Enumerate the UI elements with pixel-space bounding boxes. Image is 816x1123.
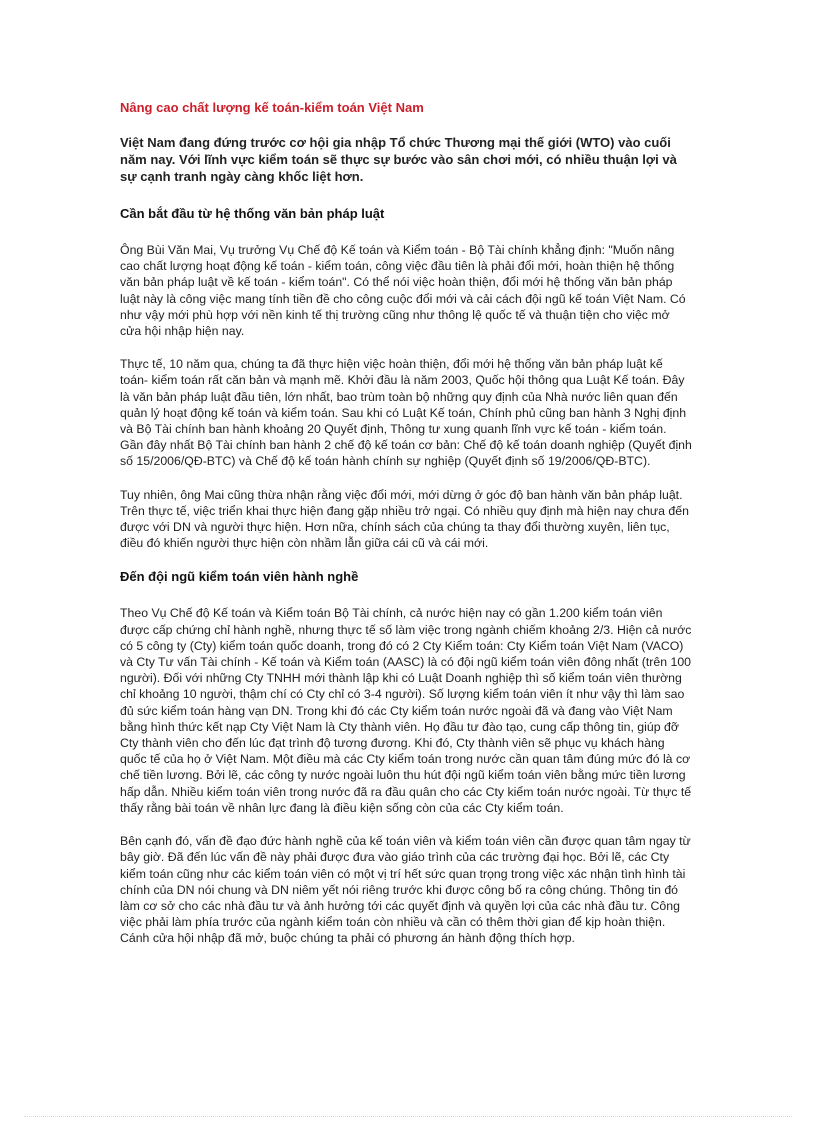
page-bottom-divider xyxy=(24,1116,792,1117)
paragraph: Ông Bùi Văn Mai, Vụ trưởng Vụ Chế độ Kế toán và Kiểm toán - Bộ Tài chính khẳng định: "Muốn nâng cao chất lượng hoạt động kế toán - kiểm toán, công việc đầu tiên là phải đổi mới, hoàn thiện hệ thống văn bản pháp luật về kế toán - kiểm toán". Có thể nói việc hoàn thiện, đổi mới hệ thống văn bản pháp luật này là công việc mang tính tiền đề cho công cuộc đổi mới và cải cách đội ngũ kế toán Việt Nam. Có như vậy mới phù hợp với nền kinh tế thị trường cũng như thông lệ quốc tế và thuận tiện cho việc mở cửa hội nhập hiện nay. xyxy=(120,243,686,339)
paragraph: Tuy nhiên, ông Mai cũng thừa nhận rằng việc đổi mới, mới dừng ở góc độ ban hành văn bản pháp luật. Trên thực tế, việc triển khai thực hiện đang gặp nhiều trở ngại. Có nhiều quy định mà hiện nay chưa đến được với DN và người thực hiện. Hơn nữa, chính sách của chúng ta thay đổi thường xuyên, liên tục, điều đó khiến người thực hiện còn nhầm lẫn giữa cái cũ và cái mới. xyxy=(120,487,689,551)
paragraph: Thực tế, 10 năm qua, chúng ta đã thực hiện việc hoàn thiện, đổi mới hệ thống văn bản pháp luật kế toán- kiểm toán rất căn bản và mạnh mẽ. Khởi đầu là năm 2003, Quốc hội thông qua Luật Kế toán. Đây là văn bản pháp luật đầu tiên, lớn nhất, bao trùm toàn bộ những quy định của Nhà nước liên quan đến quản lý hoạt động kế toán và kiểm toán. Sau khi có Luật Kế toán, Chính phủ cũng ban hành 3 Nghị định và Bộ Tài chính ban hành khoảng 20 Quyết định, Thông tư xung quanh lĩnh vực kế toán - kiểm toán. Gần đây nhất Bộ Tài chính ban hành 2 chế độ kế toán cơ bản: Chế độ kế toán doanh nghiệp (Quyết định số 15/2006/QĐ-BTC) và Chế độ kế toán hành chính sự nghiệp (Quyết định số 19/2006/QĐ-BTC). xyxy=(120,357,692,469)
paragraph: Theo Vụ Chế độ Kế toán và Kiểm toán Bộ Tài chính, cả nước hiện nay có gần 1.200 kiểm toán viên được cấp chứng chỉ hành nghề, nhưng thực tế số làm việc trong ngành chiếm khoảng 2/3. Hiện cả nước có 5 công ty (Cty) kiểm toán quốc doanh, trong đó có 2 Cty Kiểm toán: Cty Kiểm toán Việt Nam (VACO) và Cty Tư vấn Tài chính - Kế toán và Kiểm toán (AASC) là có đội ngũ kiểm toán viên đông nhất (trên 100 người). Đối với những Cty TNHH mới thành lập khi có Luật Doanh nghiệp thì số kiểm toán viên thường chỉ khoảng 10 người, thậm chí có Cty chỉ có 3-4 người). Số lượng kiểm toán viên ít như vậy thì làm sao đủ sức kiểm toán hàng vạn DN. Trong khi đó các Cty kiểm toán nước ngoài đã và đang vào Việt Nam bằng hình thức kết nạp Cty Việt Nam là Cty thành viên. Họ đầu tư đào tạo, cung cấp thông tin, giúp đỡ Cty thành viên cho đến lúc đạt trình độ tương đương. Khi đó, Cty thành viên sẽ phục vụ khách hàng quốc tế của họ ở Việt Nam. Một điều mà các Cty kiểm toán trong nước cần quan tâm đúng mức đó là cơ chế tiền lương. Bởi lẽ, các công ty nước ngoài luôn thu hút đội ngũ kiểm toán viên bằng mức tiền lương hấp dẫn. Nhiều kiểm toán viên trong nước đã ra đầu quân cho các Cty kiểm toán nước ngoài. Từ thực tế thấy rằng bài toán về nhân lực đang là điều kiện sống còn của các Cty kiểm toán. xyxy=(120,606,692,815)
section-heading-legal: Cần bắt đầu từ hệ thống văn bản pháp luật xyxy=(120,206,385,221)
article-title: Nâng cao chất lượng kế toán-kiểm toán Việt Nam xyxy=(120,100,424,115)
article-lead: Việt Nam đang đứng trước cơ hội gia nhập Tổ chức Thương mại thế giới (WTO) vào cuối năm nay. Với lĩnh vực kiểm toán sẽ thực sự bước vào sân chơi mới, có nhiều thuận lợi và sự cạnh tranh ngày càng khốc liệt hơn. xyxy=(120,135,677,184)
article xyxy=(120,100,692,964)
paragraph: Bên cạnh đó, vấn đề đạo đức hành nghề của kế toán viên và kiểm toán viên cần được quan tâm ngay từ bây giờ. Đã đến lúc vấn đề này phải được đưa vào giáo trình của các trường đại học. Bởi lẽ, các Cty kiểm toán cũng như các kiểm toán viên có một vị trí hết sức quan trọng trong việc xác nhận tình hình tài chính của DN nói chung và DN niêm yết nói riêng trước khi được công bố ra công chúng. Thông tin đó làm cơ sở cho các nhà đầu tư và ảnh hưởng tới các quyết định và quyền lợi của các nhà đầu tư. Công việc phải làm phía trước của ngành kiểm toán còn nhiều và cần có thêm thời gian để kịp hoàn thiện. Cánh cửa hội nhập đã mở, buộc chúng ta phải có phương án hành động thích hợp. xyxy=(120,834,691,946)
section-heading-auditors: Đến đội ngũ kiểm toán viên hành nghề xyxy=(120,569,359,585)
